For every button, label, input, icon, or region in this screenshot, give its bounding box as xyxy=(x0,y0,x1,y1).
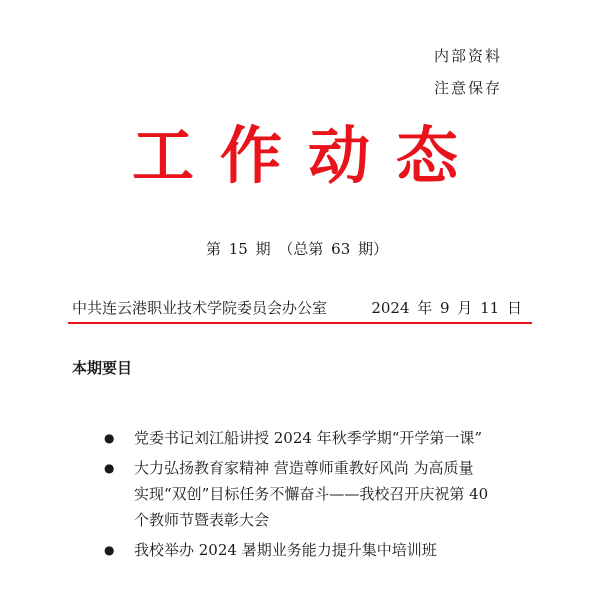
toc-item-text-line3: 个教师节暨表彰大会 xyxy=(134,511,270,529)
bullet-icon: ● xyxy=(104,461,115,475)
toc-item[interactable] xyxy=(104,455,534,533)
toc-item[interactable] xyxy=(104,537,534,563)
toc-item-text-line1: 大力弘扬教育家精神 营造尊师重教好风尚 为高质量 xyxy=(134,459,474,477)
toc-item-text-line2: 实现“双创”目标任务不懈奋斗——我校召开庆祝第 40 xyxy=(134,485,489,503)
issuing-organization: 中共连云港职业技术学院委员会办公室 xyxy=(72,299,328,317)
bullet-icon: ● xyxy=(104,431,115,445)
confidential-label-line1: 内部资料 xyxy=(433,47,502,65)
toc-item[interactable] xyxy=(104,425,534,451)
toc-heading: 本期要目 xyxy=(72,359,133,377)
toc-item-text: 我校举办 2024 暑期业务能力提升集中培训班 xyxy=(134,541,437,559)
toc-list xyxy=(104,425,534,567)
issue-number: 第 15 期 （总第 63 期） xyxy=(205,240,388,258)
confidential-label-line2: 注意保存 xyxy=(433,79,502,97)
masthead-title: 工作动态 xyxy=(131,119,484,192)
issue-date: 2024 年 9 月 11 日 xyxy=(371,299,522,317)
bullet-icon: ● xyxy=(104,543,115,557)
toc-item-text: 党委书记刘江船讲授 2024 年秋季学期“开学第一课” xyxy=(134,429,483,447)
red-divider-line xyxy=(68,322,532,324)
confidential-notice xyxy=(434,40,502,104)
